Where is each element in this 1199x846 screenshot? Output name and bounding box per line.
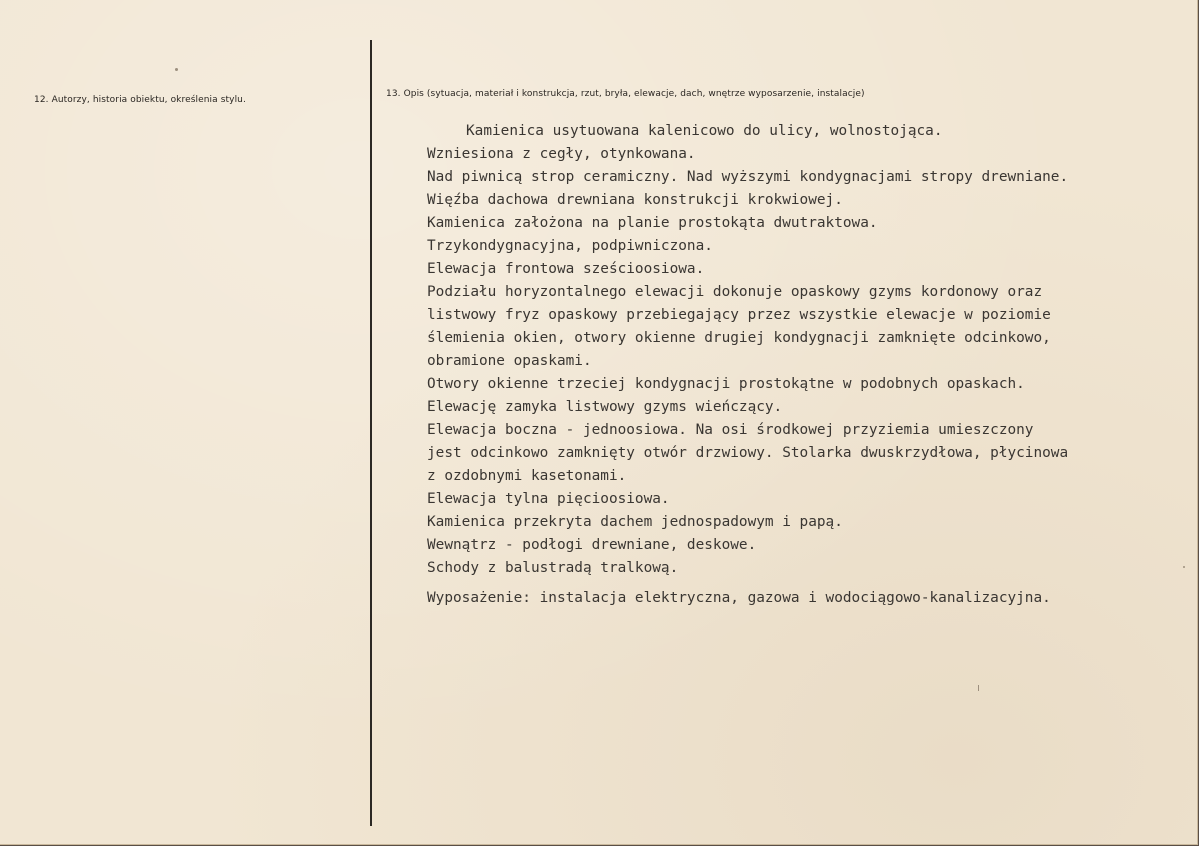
description-line: jest odcinkowo zamknięty otwór drzwiowy. Stolarka dwuskrzydłowa, płycinowa <box>427 445 1069 461</box>
description-line: Kamienica założona na planie prostokąta dwutraktowa. <box>427 215 878 231</box>
field-12-label: 12. Autorzy, historia obiektu, określenia stylu. <box>34 95 246 105</box>
description-line: Kamienica przekryta dachem jednospadowym i papą. <box>427 514 843 530</box>
description-line: Schody z balustradą tralkową. <box>427 560 679 576</box>
description-line: Elewację zamyka listwowy gzyms wieńczący. <box>427 399 783 415</box>
description-line: listwowy fryz opaskowy przebiegający przez wszystkie elewacje w poziomie <box>427 307 1051 323</box>
description-line: Więźba dachowa drewniana konstrukcji krokwiowej. <box>427 192 843 208</box>
description-line: z ozdobnymi kasetonami. <box>427 468 627 484</box>
description-text <box>427 120 1187 610</box>
description-line: Otwory okienne trzeciej kondygnacji prostokątne w podobnych opaskach. <box>427 376 1025 392</box>
description-line: obramione opaskami. <box>427 353 592 369</box>
paper-speck <box>175 68 178 71</box>
description-line: Elewacja tylna pięcioosiowa. <box>427 491 670 507</box>
column-divider <box>370 40 372 826</box>
paper-speck <box>978 685 979 691</box>
description-line: Wewnątrz - podłogi drewniane, deskowe. <box>427 537 757 553</box>
description-line: Elewacja boczna - jednoosiowa. Na osi środkowej przyziemia umieszczony <box>427 422 1034 438</box>
description-line: Elewacja frontowa sześcioosiowa. <box>427 261 705 277</box>
description-line: Wzniesiona z cegły, otynkowana. <box>427 146 696 162</box>
description-line: Podziału horyzontalnego elewacji dokonuje opaskowy gzyms kordonowy oraz <box>427 284 1043 300</box>
equipment-line: Wyposażenie: instalacja elektryczna, gazowa i wodociągowo-kanalizacyjna. <box>427 590 1051 606</box>
description-line: Trzykondygnacyjna, podpiwniczona. <box>427 238 713 254</box>
field-13-label: 13. Opis (sytuacja, materiał i konstrukcja, rzut, bryła, elewacje, dach, wnętrze wyposarzenie, instalacje) <box>386 89 865 99</box>
description-line: Nad piwnicą strop ceramiczny. Nad wyższymi kondygnacjami stropy drewniane. <box>427 169 1069 185</box>
description-line: Kamienica usytuowana kalenicowo do ulicy, wolnostojąca. <box>466 123 943 139</box>
description-line: ślemienia okien, otwory okienne drugiej kondygnacji zamknięte odcinkowo, <box>427 330 1051 346</box>
paper-speck <box>1183 566 1185 568</box>
